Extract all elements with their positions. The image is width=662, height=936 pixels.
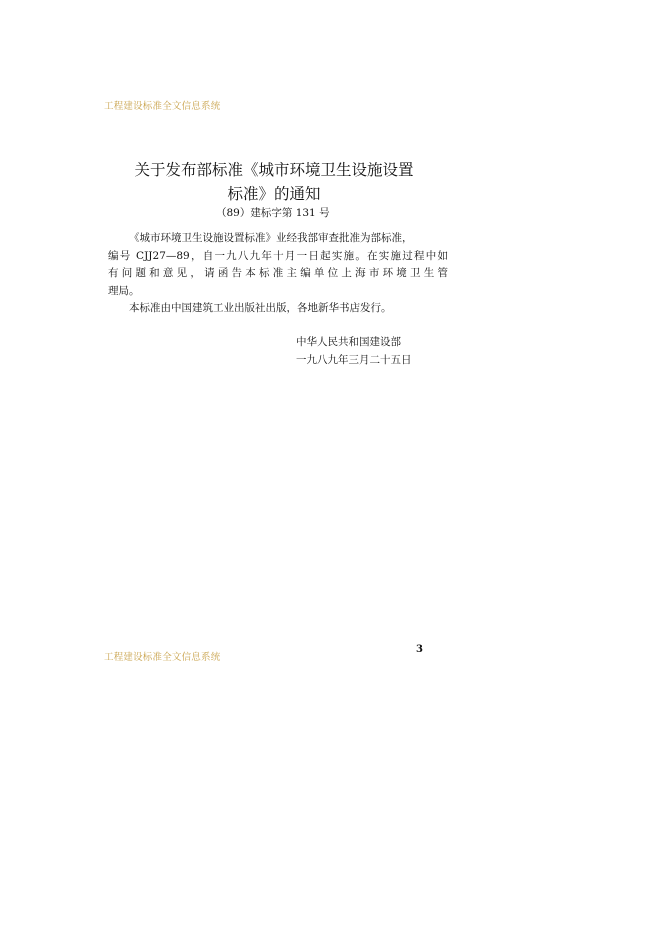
issue-date: 一九八九年三月二十五日 <box>296 354 412 366</box>
title-line-1: 关于发布部标准《城市环境卫生设施设置 <box>134 161 414 180</box>
notice-body <box>108 230 448 318</box>
paragraph-1-line-2: 编号 CJJ27—89，自一九八九年十月一日起实施。在实施过程中如 <box>108 249 448 262</box>
page-number: 3 <box>416 644 423 655</box>
paragraph-1-line-1: 《城市环境卫生设施设置标准》业经我部审查批准为部标准， <box>129 232 413 244</box>
header-watermark: 工程建设标准全文信息系统 <box>104 101 221 112</box>
document-number: （89）建标字第 131 号 <box>216 207 330 219</box>
paragraph-1-line-3: 有问题和意见，请函告本标准主编单位上海市环境卫生管 <box>108 267 448 279</box>
footer-watermark: 工程建设标准全文信息系统 <box>104 652 221 663</box>
paragraph-2: 本标准由中国建筑工业出版社出版，各地新华书店发行。 <box>129 302 392 314</box>
issuing-authority: 中华人民共和国建设部 <box>296 336 401 348</box>
paragraph-1-line-4: 理局。 <box>108 284 140 297</box>
title-line-2: 标准》的通知 <box>227 185 321 204</box>
notice-title <box>104 158 444 206</box>
